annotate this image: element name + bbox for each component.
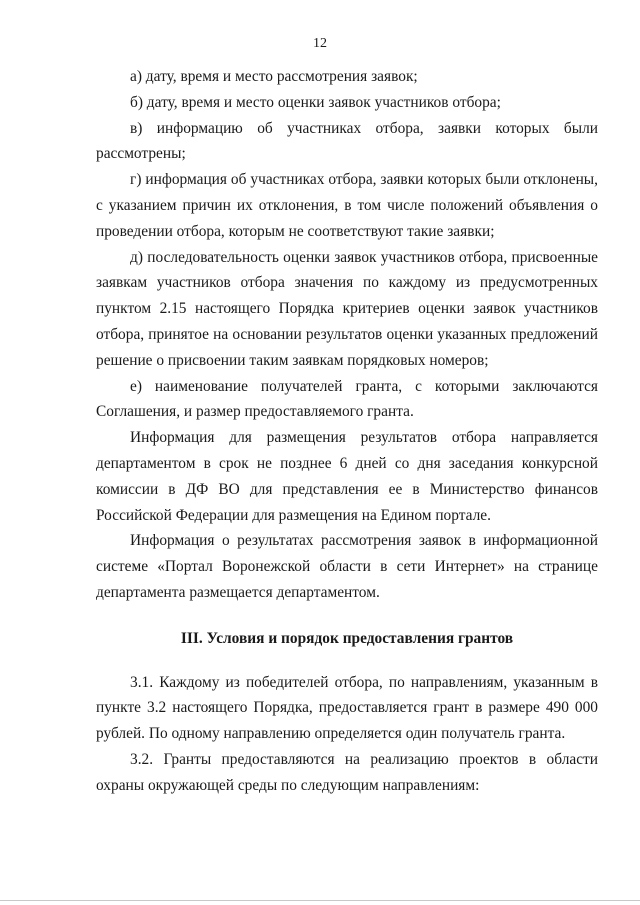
- spacer: [96, 606, 598, 626]
- paragraph-results-publication: Информация для размещения результатов отбора направляется департаментом в срок не позднее 6 дней со дня заседания конкурсной комиссии в ДФ ВО для представления ее в Министерство финансов Российской Федерации для размещения на Едином портале.: [96, 429, 598, 524]
- paragraph-3-1: 3.1. Каждому из победителей отбора, по направлениям, указанным в пункте 3.2 настоящего Порядка, предоставляется грант в размере 490 000 рублей. По одному направлению определяется один получатель гранта.: [96, 673, 598, 743]
- paragraph-results-portal: Информация о результатах рассмотрения заявок в информационной системе «Портал Воронежской области в сети Интернет» на странице департамента размещается департаментом.: [96, 532, 598, 601]
- paragraph-item-e: е) наименование получателей гранта, с которыми заключаются Соглашения, и размер предоставляемого гранта.: [96, 377, 598, 421]
- page-bottom-edge: [0, 900, 640, 901]
- paragraph-item-b: б) дату, время и место оценки заявок участников отбора;: [130, 93, 501, 111]
- section-heading: III. Условия и порядок предоставления грантов: [180, 629, 514, 647]
- paragraph-item-a: а) дату, время и место рассмотрения заявок;: [130, 68, 418, 85]
- paragraph-item-d: д) последовательность оценки заявок участников отбора, присвоенные заявкам участников отбора значения по каждому из предусмотренных пунктом 2.15 настоящего Порядка критериев оценки заявок участников отбора, принятое на основании результатов оценки указанных предложений решение о присвоении таким заявкам порядковых номеров;: [96, 248, 598, 369]
- paragraph-item-v: в) информацию об участниках отбора, заявки которых были рассмотрены;: [96, 119, 598, 163]
- page-number: 12: [313, 36, 327, 51]
- document-body: [96, 64, 598, 799]
- paragraph-item-g: г) информация об участниках отбора, заявки которых были отклонены, с указанием причин их отклонения, в том числе положений объявления о проведении отбора, которым не соответствуют такие заявки;: [96, 171, 598, 240]
- paragraph-3-2: 3.2. Гранты предоставляются на реализацию проектов в области охраны окружающей среды по следующим направлениям:: [96, 750, 598, 794]
- spacer: [96, 652, 598, 670]
